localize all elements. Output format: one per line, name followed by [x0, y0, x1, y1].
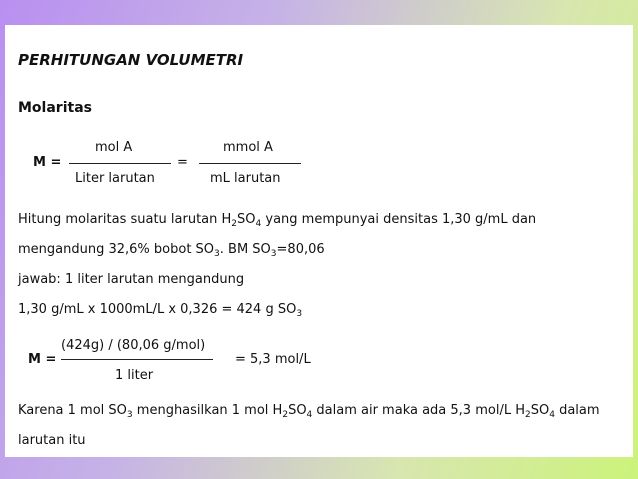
problem-line-2: mengandung 32,6% bobot $SO_3$. BM $SO_3=80,06$	[18, 242, 325, 259]
section-heading: Molaritas	[18, 100, 92, 116]
page-title: PERHITUNGAN VOLUMETRI	[18, 51, 244, 69]
answer-line-2: 1,30 g/mL x 1000mL/L x 0,326 = 424 g $SO_3$	[18, 302, 303, 319]
formula-denominator-2: mL larutan	[210, 171, 281, 186]
fraction-bar-3	[61, 359, 213, 360]
formula2-denominator: 1 liter	[115, 368, 154, 383]
conclusion-line-2: larutan itu	[18, 433, 86, 448]
conclusion-line-1: Karena 1 mol $SO_3$ menghasilkan 1 mol $H_2SO_4$ dalam air maka ada 5,3 mol/L $H_2SO_4$ dalam	[18, 403, 600, 420]
answer-line-1: jawab: 1 liter larutan mengandung	[18, 272, 245, 287]
formula2-result: = 5,3 mol/L	[235, 352, 311, 367]
formula-numerator-2: mmol A	[223, 140, 273, 155]
formula-denominator-1: Liter larutan	[75, 171, 155, 186]
fraction-bar-2	[199, 163, 301, 164]
formula-equals: =	[177, 155, 188, 170]
fraction-bar-1	[69, 163, 171, 164]
formula-numerator-1: mol A	[95, 140, 133, 155]
formula2-numerator: (424g) / (80,06 g/mol)	[61, 338, 206, 353]
formula-lhs: M =	[33, 155, 62, 170]
slide-content	[5, 25, 633, 457]
problem-line-1: Hitung molaritas suatu larutan $H_2SO_4$ yang mempunyai densitas 1,30 g/mL dan	[18, 212, 537, 229]
formula2-lhs: M =	[28, 352, 57, 367]
